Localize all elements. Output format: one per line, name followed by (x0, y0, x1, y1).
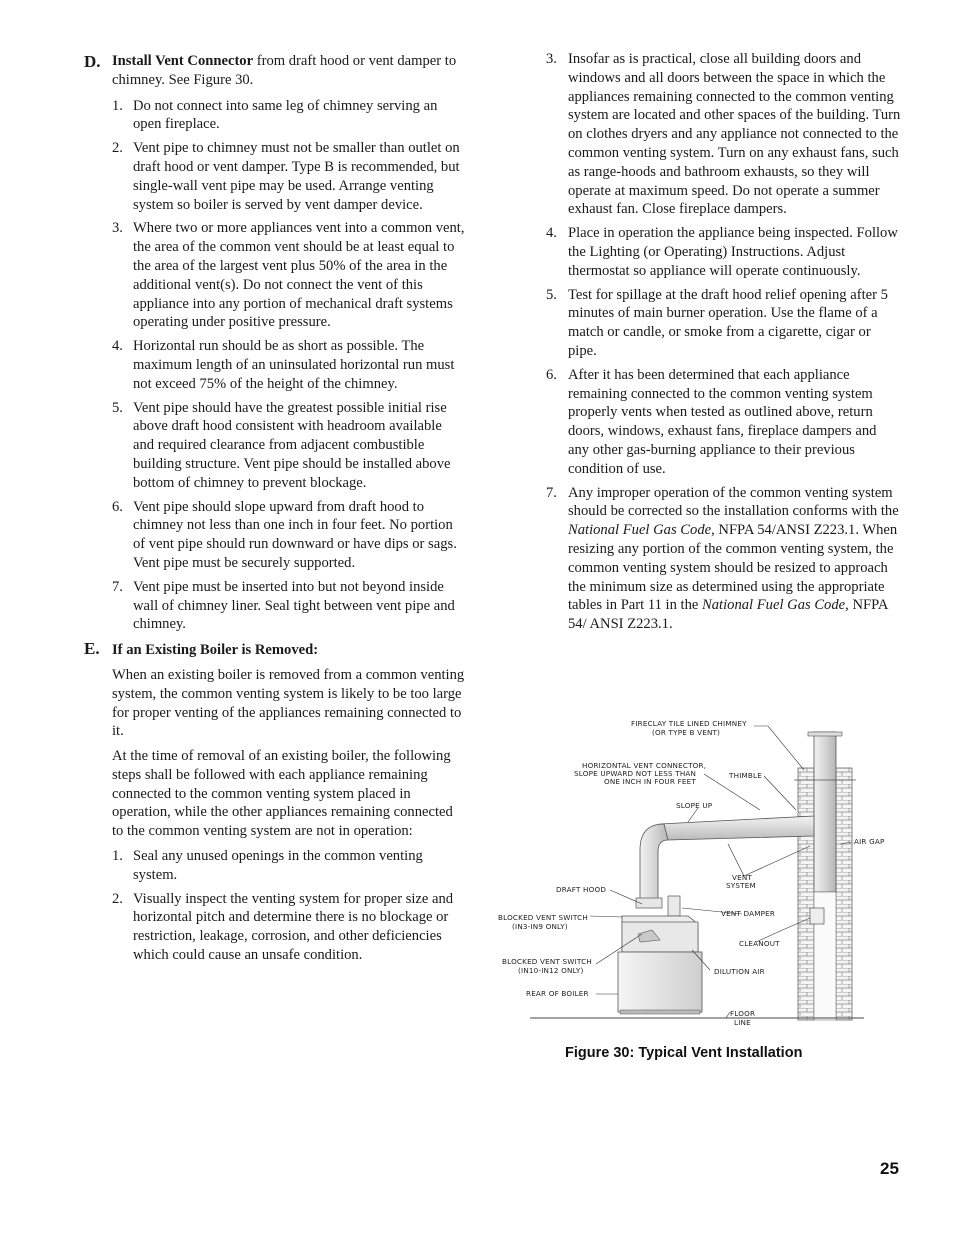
label-horiz-3: ONE INCH IN FOUR FEET (604, 777, 696, 786)
code-title: National Fuel Gas Code (568, 522, 712, 539)
item-number: 5. (112, 399, 123, 416)
item-number: 4. (112, 338, 123, 355)
item-text: Horizontal run should be as short as possible. The maximum length of an uninsulated horizontal run must not exceed 75% of the height of the chimney. (133, 338, 455, 392)
item-text: Vent pipe should have the greatest possible initial rise above draft hood consistent with headroom available and required clearance from adjacent combustible building structure. Vent pipe should be installed above bottom of chimney to prevent blockage. (133, 399, 451, 491)
section-d (84, 52, 466, 634)
section-d-letter: D. (84, 52, 101, 71)
label-blocked-switch-2b: (IN10-IN12 ONLY) (518, 966, 584, 975)
label-thimble: THIMBLE (729, 771, 762, 780)
label-blocked-switch-1a: BLOCKED VENT SWITCH (498, 913, 588, 922)
item-number: 2. (112, 140, 123, 157)
label-vent-1: VENT (732, 873, 753, 882)
item-text: Place in operation the appliance being inspected. Follow the Lighting (or Operating) Instructions. Adjust thermostat so appliance will operate continuously. (568, 225, 898, 279)
section-e-heading: If an Existing Boiler is Removed: (112, 642, 319, 659)
item-number: 3. (546, 51, 557, 67)
item-text: Any improper operation of the common venting system should be corrected so the installation conforms with the (568, 484, 899, 520)
code-title: National Fuel Gas Code (702, 597, 846, 614)
section-d-heading-bold: Install Vent Connector (112, 53, 254, 69)
item-text: Where two or more appliances vent into a common vent, the area of the common vent should be at least equal to the area of the largest vent plus 50% of the area in the additional vent(s). Do not connect the vent of this appliance into any portion of mechanical draft systems operating under positive pressure. (133, 220, 465, 331)
item-number: 1. (112, 848, 123, 865)
left-column (84, 52, 466, 970)
right-column (545, 50, 901, 639)
section-e (84, 639, 466, 965)
list-item (112, 337, 466, 393)
list-item (112, 219, 466, 332)
item-number: 2. (112, 890, 123, 907)
chimney (794, 732, 856, 1020)
item-text: Vent pipe must be inserted into but not beyond inside wall of chimney liner. Seal tight between vent pipe and chimney. (133, 578, 455, 633)
list-item (545, 286, 901, 361)
item-number: 7. (546, 484, 557, 501)
item-text: Insofar as is practical, close all building doors and windows and all doors between the space in which the appliances remaining connected to the common venting system are located and other spaces of the building. Turn on clothes dryers and any appliance not connected to the common venting system. Turn on any exhaust fans, such as range-hoods and bathroom exhausts, so they will operate at maximum speed. Do not operate a summer exhaust fan. Close fireplace dampers. (568, 51, 901, 218)
item-text: , NFPA 54/ ANSI Z223.1. (568, 597, 888, 633)
section-e-list (112, 847, 466, 965)
section-e-paragraph-1: When an existing boiler is removed from a common venting system, the common venting system is likely to be too large for proper venting of the appliances remaining connected to it. (112, 666, 465, 740)
section-d-heading (112, 52, 466, 90)
item-text: Visually inspect the venting system for proper size and horizontal pitch and determine there is no blockage or restriction, leakage, corrosion, and other deficiencies which could cause an unsafe condition. (133, 890, 454, 964)
label-vent-damper: VENT DAMPER (721, 909, 776, 918)
label-blocked-switch-1b: (IN3-IN9 ONLY) (512, 922, 568, 931)
vent-pipe (636, 816, 814, 916)
label-draft-hood: DRAFT HOOD (556, 885, 607, 894)
section-d-heading-rest: from draft hood or vent damper to chimney. See Figure 30. (112, 53, 457, 88)
label-air-gap: AIR GAP (854, 837, 885, 846)
section-e-letter: E. (84, 639, 100, 659)
list-item (112, 847, 466, 885)
item-text: Vent pipe to chimney must not be smaller than outlet on draft hood or vent damper. Type B is recommended, but single-wall vent pipe may be used. Arrange venting system so boiler is served by vent damper device. (133, 140, 460, 213)
label-vent-2: SYSTEM (726, 881, 756, 890)
vent-installation-figure (492, 712, 902, 1032)
item-number: 3. (112, 220, 123, 237)
continued-list (545, 50, 901, 634)
item-number: 5. (546, 286, 557, 303)
section-d-list (112, 97, 466, 635)
item-number: 6. (112, 498, 123, 515)
item-text: After it has been determined that each appliance remaining connected to the common venting system properly vents when tested as outlined above, return doors, windows, exhaust fans, fireplace dampers and any other gas-burning appliance to their previous condition of use. (568, 366, 877, 477)
label-horiz-2: SLOPE UPWARD NOT LESS THAN (574, 769, 697, 778)
label-cleanout: CLEANOUT (739, 939, 780, 948)
list-item (112, 498, 466, 573)
vent-installation-diagram (492, 712, 902, 1032)
item-number: 7. (112, 578, 123, 595)
label-slope-up: SLOPE UP (676, 801, 713, 810)
item-text: , NFPA 54/ANSI Z223.1. When resizing any portion of the common venting system, the common venting system should be resized to approach the minimum size as determined using the appropriate tables in Part 11 in the (568, 522, 898, 614)
label-chimney-1: FIRECLAY TILE LINED CHIMNEY (631, 719, 747, 728)
list-item (112, 578, 466, 634)
list-item (545, 366, 901, 479)
item-number: 1. (112, 97, 123, 114)
label-dilution-air: DILUTION AIR (714, 967, 765, 976)
boiler (618, 916, 702, 1014)
list-item (545, 50, 901, 219)
item-text: Seal any unused openings in the common venting system. (133, 848, 423, 883)
label-blocked-switch-2a: BLOCKED VENT SWITCH (502, 957, 592, 966)
list-item (545, 484, 901, 634)
list-item (112, 399, 466, 493)
item-text: Test for spillage at the draft hood relief opening after 5 minutes of main burner operation. Use the flame of a match or candle, or smoke from a cigarette, cigar or pipe. (568, 286, 888, 359)
figure-caption: Figure 30: Typical Vent Installation (565, 1045, 803, 1061)
section-e-paragraph-2: At the time of removal of an existing boiler, the following steps shall be followed with each appliance remaining connected to the common venting system placed in operation, while the other appliances remaining connected to the common venting system are not in operation: (112, 748, 453, 840)
item-number: 4. (546, 225, 557, 242)
list-item (112, 890, 466, 965)
label-rear-of-boiler: REAR OF BOILER (526, 989, 589, 998)
page-number: 25 (880, 1159, 899, 1178)
label-floor-2: LINE (734, 1018, 751, 1027)
list-item (112, 97, 466, 135)
label-floor-1: FLOOR (730, 1009, 756, 1018)
list-item (112, 139, 466, 214)
item-text: Do not connect into same leg of chimney serving an open fireplace. (133, 97, 438, 133)
label-chimney-2: (OR TYPE B VENT) (652, 728, 721, 737)
label-horiz-1: HORIZONTAL VENT CONNECTOR, (582, 761, 707, 770)
list-item (545, 224, 901, 280)
item-text: Vent pipe should slope upward from draft hood to chimney not less than one inch in four feet. No portion of vent pipe should run downward or have dips or sags. Vent pipe must be securely supported. (133, 498, 457, 571)
item-number: 6. (546, 366, 557, 383)
